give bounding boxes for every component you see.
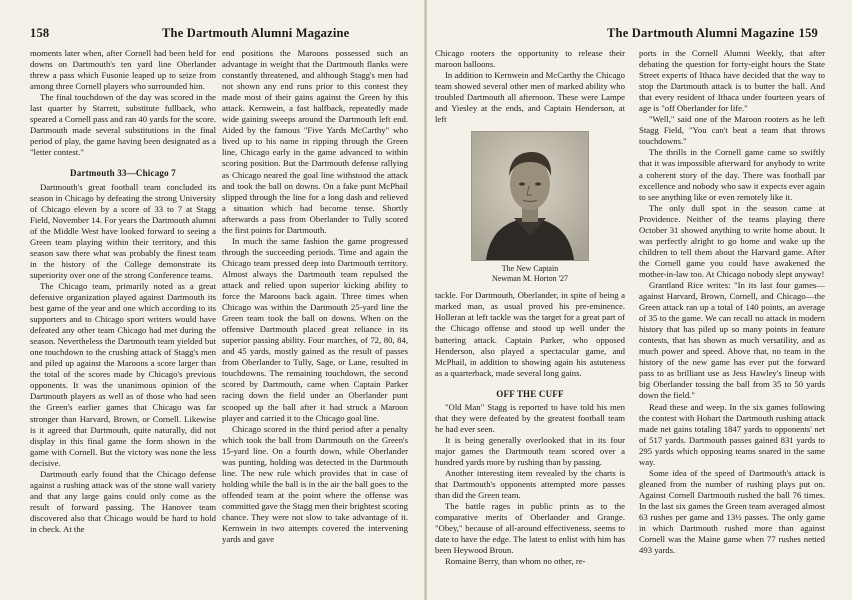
paragraph: Chicago scored in the third period after a penalty which took the ball from Dartmouth on the Green's 15-yard line. On a fourth down, while Oberlander was punting, holding was detected in the Dartmouth line. The new rule which provides that in case of holding while the ball is in the air the ball goes to the offended team at the point where the offense was committed gave the Stagg men their brightest scoring chance. They were not slow to take advantage of it. Kernwein in two attempts covered the intervening yards and gave (222, 423, 408, 545)
paragraph: The final touchdown of the day was scored in the last quarter by Starrett, substitute fullback, who speared a Cornell pass and ran 40 yards for the score. Dartmouth made several substitutions in the final period of play, the game having been designated as a "letter contest." (30, 92, 216, 158)
left-page (0, 0, 425, 600)
paragraph: Read these and weep. In the six games following the contest with Hobart the Dartmouth rushing attack made net gains totaling 1847 yards to opponents' net of 517 yards. Dartmouth passes gained 831 yards to 295 yards which opposing teams snared in the same way. (639, 401, 825, 467)
left-page-header (30, 26, 395, 42)
paragraph: The thrills in the Cornell game came so swiftly that it was impossible afterward for anybody to write a coherent story of the day. There was football par excellence and nobody who saw it expects ever again to see anything like or even remotely like it. (639, 147, 825, 202)
photo-caption-title: The New Captain (501, 264, 559, 274)
paragraph: In much the same fashion the game progressed through the succeeding periods. Time and again the Chicago team pressed deep into Dartmouth territory. Almost always the Dartmouth team repulsed the attack and relied upon superior kicking ability to force the Maroons back again. Three times when Chicago was within the Dartmouth 25-yard line the Green team took the ball on downs. When on the offensive Dartmouth placed great reliance in its superior passing ability. Four marches, of 72, 80, 84, and 45 yards, mostly gained as the result of passes from Oberlander to Tully, Sage, or Lane, resulted in touchdowns. The remaining touchdown, the second scored by Dartmouth, came when Captain Parker racing down the field under an Oberlander punt scooped up the ball after it had struck a Maroon player and carried it to the Chicago goal line. (222, 235, 408, 423)
paragraph: In addition to Kernwein and McCarthy the Chicago team showed several other men of marked ability who troubled Dartmouth all afternoon. These were Lampe and Yiesley at the ends, and Captain Henderson, at left (435, 70, 625, 125)
photo-caption-name: Newman M. Horton '27 (491, 274, 569, 284)
paragraph: Chicago rooters the opportunity to release their maroon balloons. (435, 48, 625, 70)
captain-photo-block (435, 131, 625, 284)
left-column-1 (30, 48, 216, 594)
paragraph: It is being generally overlooked that in its four major games the Dartmouth team scored over a hundred yards more by rushing than by passing. (435, 434, 625, 467)
paragraph: Some idea of the speed of Dartmouth's attack is gleaned from the number of rushing plays put on. Against Cornell Dartmouth rushed the ball 76 times. In the last six games the Green team averaged almost 63 rushes per game and 13½ passes. The only game in which Dartmouth rushed more than against Cornell was the Maine game when 77 rushes netted 493 yards. (639, 467, 825, 556)
paragraph: The battle rages in public prints as to the comparative merits of Oberlander and Grange. "Obey," because of all-around effectiveness, seems to date to have the edge. The latest to enlist with him has been Heywood Broun. (435, 501, 625, 556)
paragraph: Dartmouth early found that the Chicago defense against a rushing attack was of the stone wall variety and that any large gains could only come as the result of forward passing. The Hanover team discovered also that Chicago would be hard to hold in check. At the (30, 468, 216, 534)
paragraph: end positions the Maroons possessed such an advantage in weight that the Dartmouth flanks were constantly threatened, and although Stagg's men had not shown any end runs prior to this contest they made most of their gains against the Green by this attack. Kernwein, a fast halfback, repeatedly made wide gaining sweeps around the Dartmouth left end. Aided by the famous "Five Yards McCarthy" who lived up to his name in ripping through the Green line, Chicago early in the game advanced to within scoring position. But the Dartmouth defense rallying as Chicago neared the goal line withstood the attack and took the ball on downs. On a fake punt McPhail slipped through the line for a long dash and relieved a situation which had become tense. Shortly afterwards a pass from Oberlander to Tully scored the first points for Dartmouth. (222, 48, 408, 235)
section-heading: OFF THE CUFF (496, 388, 564, 399)
paragraph: Another interesting item revealed by the charts is that Dartmouth's opponents attempted more passes than did the Green team. (435, 468, 625, 501)
paragraph: The Chicago team, primarily noted as a great defensive organization played against Dartmouth its best game of the year and one which according to its supporters and to Chicago sport writers would have defeated any other team Chicago had met during the season. Nevertheless the Dartmouth team yielded but one touchdown to the crushing attack of Stagg's men and piled up against the Maroons a score larger than the total of the scores made by Chicago's previous opponents. It was the unanimous opinion of the Dartmouth players as well as of those who had seen the Green's earlier games that Chicago was far stronger than Harvard, Brown, or Cornell. Likewise is it agreed that Dartmouth, quite naturally, did not display in this final game the form shown in the game with Cornell. But the victory was none the less decisive. (30, 280, 216, 468)
right-page (427, 0, 852, 600)
paragraph: ports in the Cornell Alumni Weekly, that after debating the question for forty-eight hours the State Street experts of Ithaca have decided that the way to stop the Dartmouth attack is to butter the ball. And that every resident of Ithaca under fourteen years of age is "off Oberlander for life." (639, 48, 825, 114)
right-page-header (457, 26, 822, 42)
captain-portrait-photo (471, 131, 589, 261)
left-column-2 (222, 48, 408, 594)
paragraph: "Well," said one of the Maroon rooters as he left Stagg Field, "You can't beat a team that throws touchdowns." (639, 114, 825, 147)
right-column-1 (435, 48, 625, 594)
paragraph: Grantland Rice writes: "In its last four games—against Harvard, Brown, Cornell, and Chicago—the Green attack ran up a total of 140 points, an average of 35 to the game. We can recall no attack in modern history that has piled up so many points in feature contests, that has shown as much versatility, and as much power and speed. Above that, no team in the history of the new game has ever put the forward pass to as brilliant use as Jess Hawley's lineup with big Oberlander tossing the ball from 35 to 50 yards down the field." (639, 279, 825, 401)
section-heading: Dartmouth 33—Chicago 7 (70, 168, 176, 179)
page-number: 158 (30, 26, 50, 40)
running-title: The Dartmouth Alumni Magazine (607, 26, 795, 40)
paragraph: The only dull spot in the season came at Providence. Neither of the teams playing there October 31 showed anything to write home about. It was perfectly alright to go home and wake up the children to tell them about the Harvard game. After the Cornell game you could have awakened the mother-in-law too. At Chicago nobody slept anyway! (639, 202, 825, 279)
paragraph: tackle. For Dartmouth, Oberlander, in spite of being a marked man, as usual proved his pre-eminence. Holleran at left tackle was the target for a great part of the Chicago offense and stood up well under the battering attack. Captain Parker, who opposed Henderson, also played a spectacular game, and McPhail, in addition to showing again his astuteness as a quarterback, made several long gains. (435, 290, 625, 378)
paragraph: "Old Man" Stagg is reported to have told his men that they were defeated by the greatest football team he had ever seen. (435, 401, 625, 434)
page-number: 159 (798, 26, 818, 40)
paragraph: Romaine Berry, than whom no other, re- (445, 556, 586, 567)
right-column-2 (639, 48, 825, 594)
paragraph: Dartmouth's great football team concluded its season in Chicago by defeating the strong University of Chicago eleven by a score of 33 to 7 at Stagg Field, November 14. For years the Dartmouth alumni of the Middle West have looked forward to seeing a Green team playing within their territory, and this season saw there what was probably the finest team in the history of the College demonstrate its superiority over one of the strong Conference teams. (30, 181, 216, 280)
running-title: The Dartmouth Alumni Magazine (162, 26, 350, 40)
portrait-illustration (472, 132, 588, 260)
paragraph: moments later when, after Cornell had been held for downs on Dartmouth's ten yard line Oberlander threw a pass which Fusonie leaped up to seize from among three Cornell players who surrounded him. (30, 48, 216, 92)
